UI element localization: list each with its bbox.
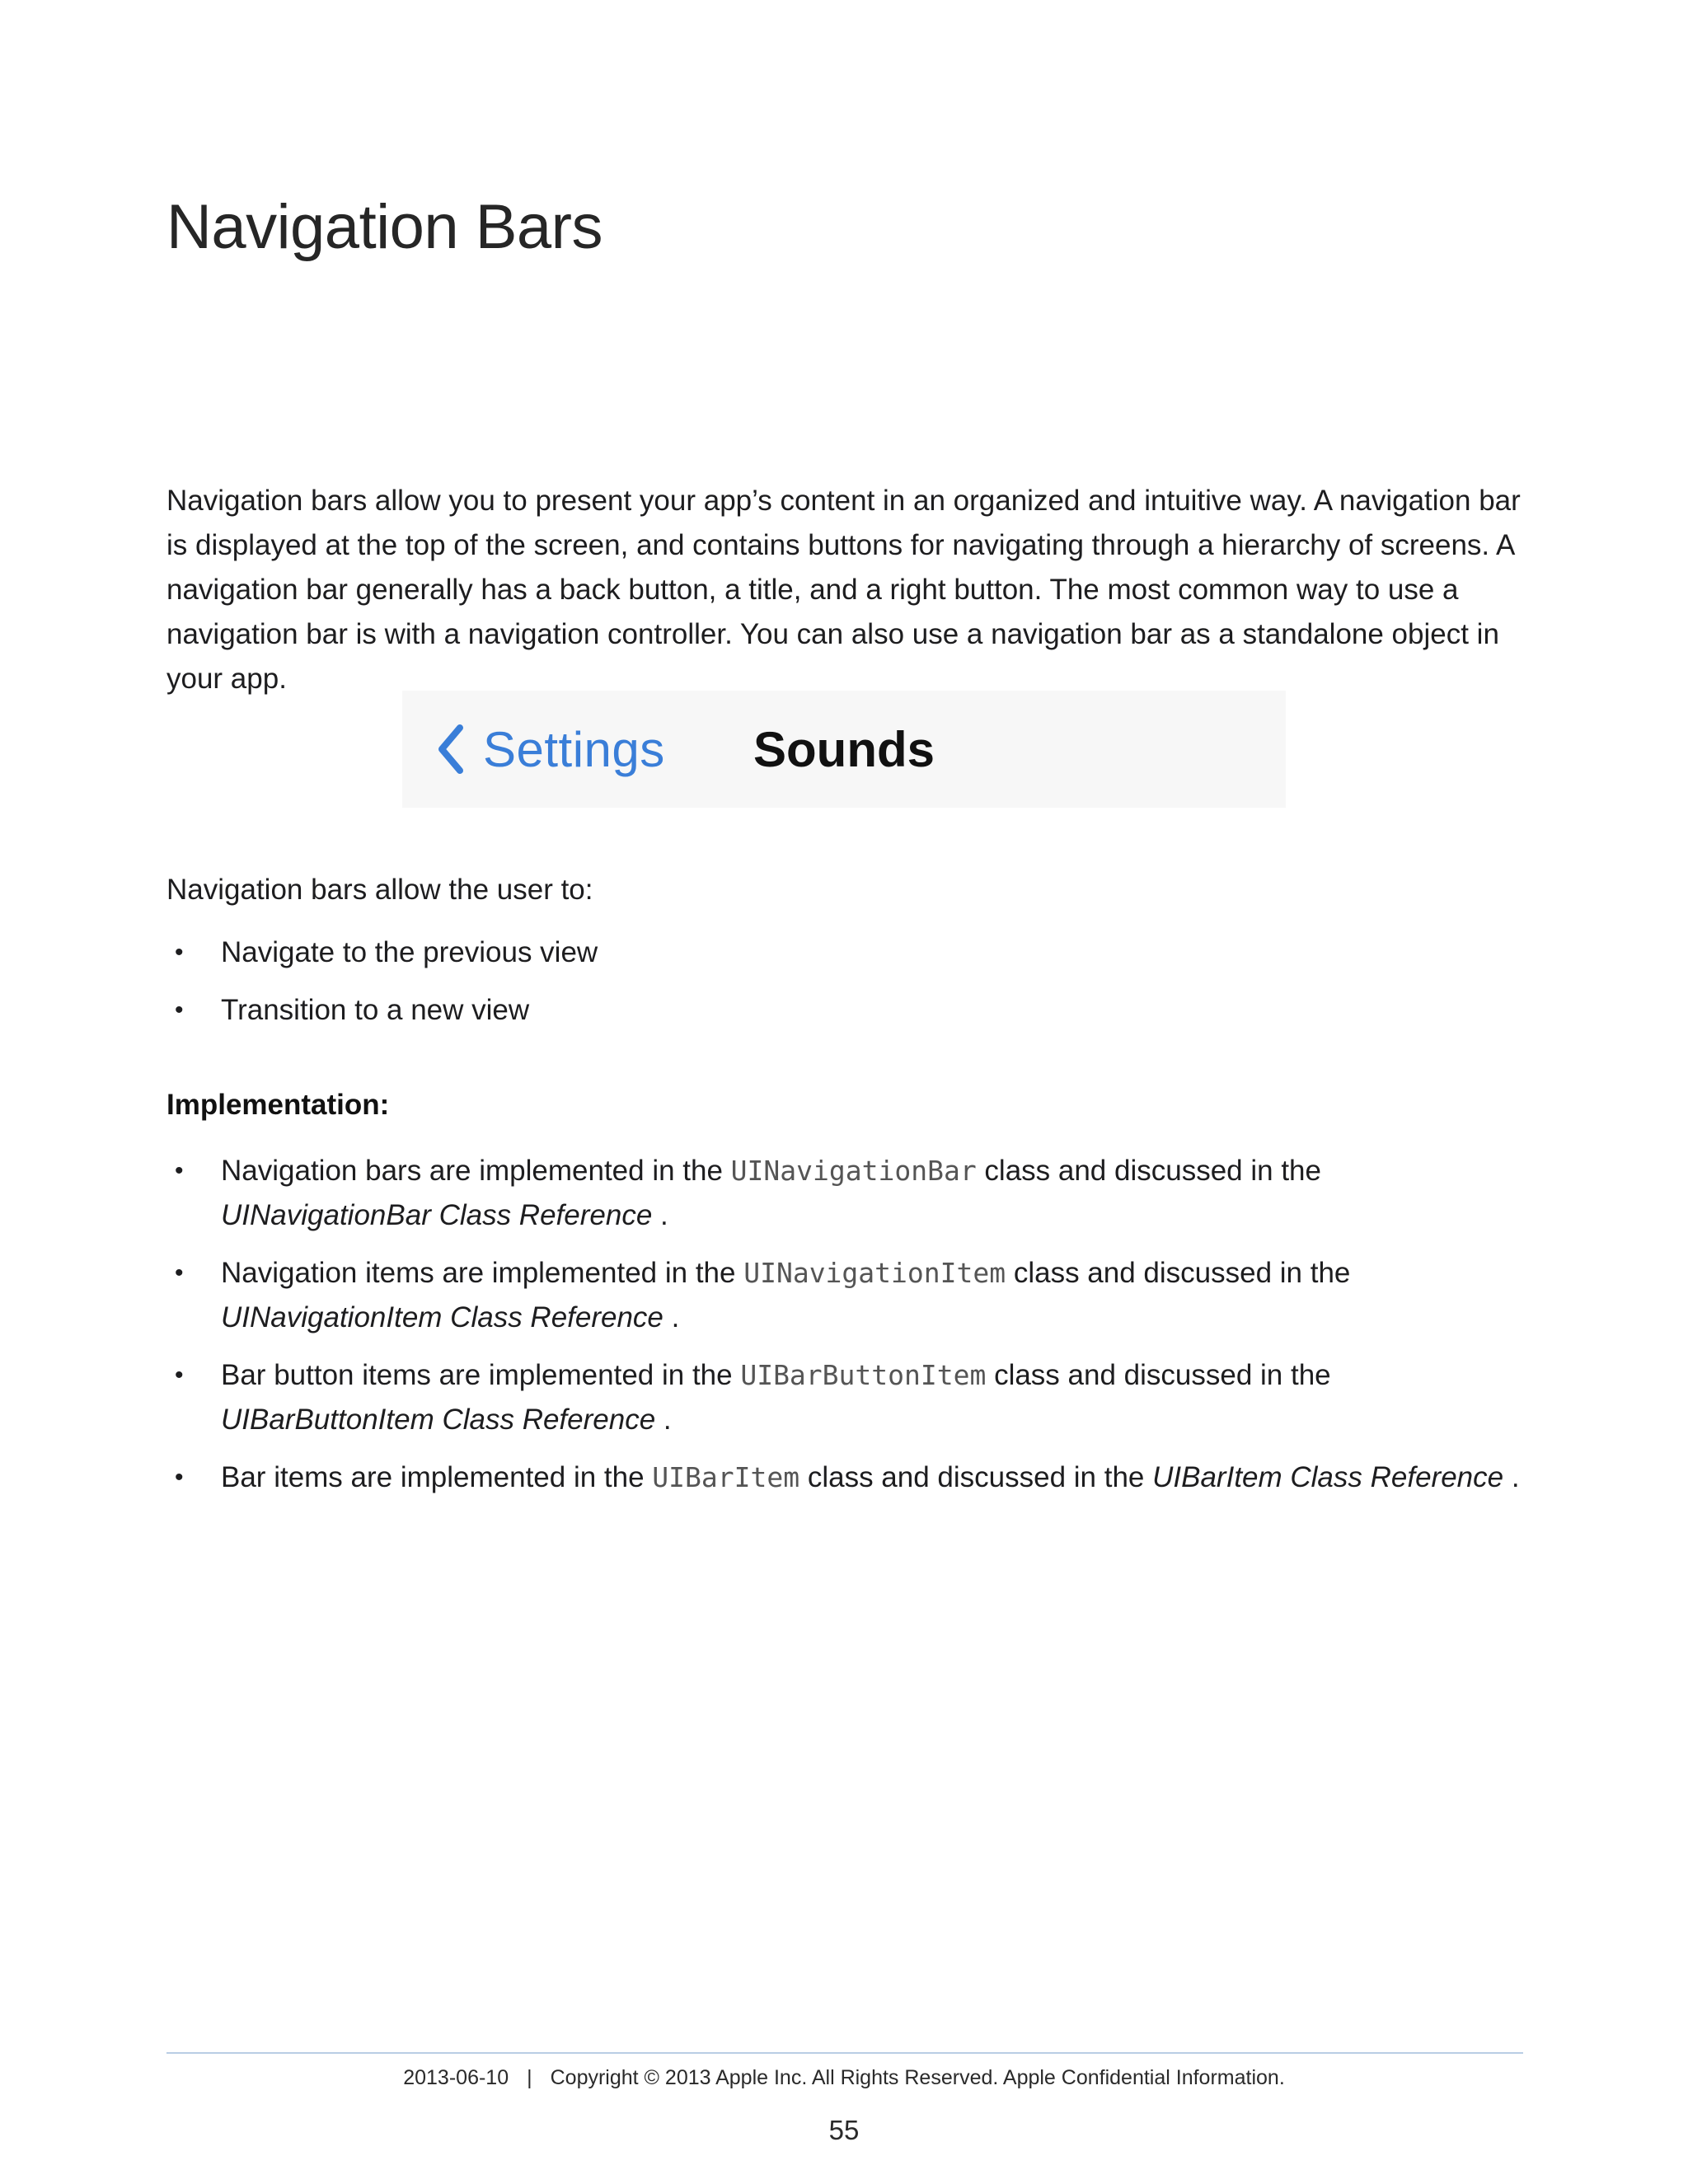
footer-divider [166,2052,1523,2054]
bullet: • [175,1464,184,1491]
navigation-bar-example [402,691,1286,808]
page-number: 55 [828,2115,860,2145]
footer-separator: | [527,2066,532,2089]
list-item-text: . [652,1199,668,1231]
user-actions-list [166,930,1535,1046]
list-item-text: . [663,1301,680,1333]
list-item-text: Navigation bars are implemented in the [221,1155,731,1187]
class-reference-link[interactable]: UIBarItem Class Reference [1152,1461,1504,1493]
class-reference-link[interactable]: UIBarButtonItem Class Reference [221,1404,656,1436]
list-item [166,1353,1535,1442]
class-name-code: UINavigationItem [743,1257,1006,1289]
list-item [166,988,1535,1033]
class-reference-link[interactable]: UINavigationItem Class Reference [221,1301,663,1333]
list-item-text: class and discussed in the [976,1155,1321,1187]
navigation-bar-title: Sounds [753,721,935,777]
list-item-text: Bar items are implemented in the [221,1461,653,1493]
bullet: • [175,996,184,1024]
class-name-code: UIBarButtonItem [740,1359,987,1391]
list-item-text: Transition to a new view [221,994,530,1026]
list-item-text: class and discussed in the [986,1359,1331,1391]
class-reference-link[interactable]: UINavigationBar Class Reference [221,1199,653,1231]
list-item [166,1149,1535,1238]
bullet: • [175,1361,184,1389]
class-name-code: UINavigationBar [730,1155,977,1187]
implementation-list [166,1149,1535,1513]
bullet: • [175,1157,184,1184]
bullet: • [175,1259,184,1286]
list-item-text: . [1503,1461,1520,1493]
list-item-text: Navigate to the previous view [221,936,598,968]
back-button[interactable] [435,691,665,808]
class-name-code: UIBarItem [652,1461,800,1493]
list-item [166,1251,1535,1340]
list-item-text: class and discussed in the [1006,1257,1351,1289]
list-item-text: class and discussed in the [799,1461,1153,1493]
list-item-text: . [655,1404,672,1436]
list-item [166,930,1535,975]
list-item [166,1455,1535,1500]
list-item-text: Navigation items are implemented in the [221,1257,744,1289]
chevron-left-icon [435,724,465,775]
intro-paragraph: Navigation bars allow you to present your app’s content in an organized and intuitive way. A navigation bar is displayed at the top of the screen, and contains buttons for navigating through a hierarchy of screens. A navigation bar generally has a back button, a title, and a right button. The most common way to use a navigation bar is with a navigation controller. You can also use a navigation bar as a standalone object in your app. [166,485,1521,695]
implementation-heading: Implementation: [166,1089,390,1121]
page-title: Navigation Bars [166,192,603,262]
footer-date: 2013-06-10 [403,2066,509,2089]
footer-copyright: Copyright © 2013 Apple Inc. All Rights Reserved. Apple Confidential Information. [550,2066,1285,2089]
back-button-label: Settings [483,721,665,777]
list-item-text: Bar button items are implemented in the [221,1359,741,1391]
bullet: • [175,939,184,966]
footer [0,2066,1688,2090]
user-actions-lead: Navigation bars allow the user to: [166,874,593,906]
